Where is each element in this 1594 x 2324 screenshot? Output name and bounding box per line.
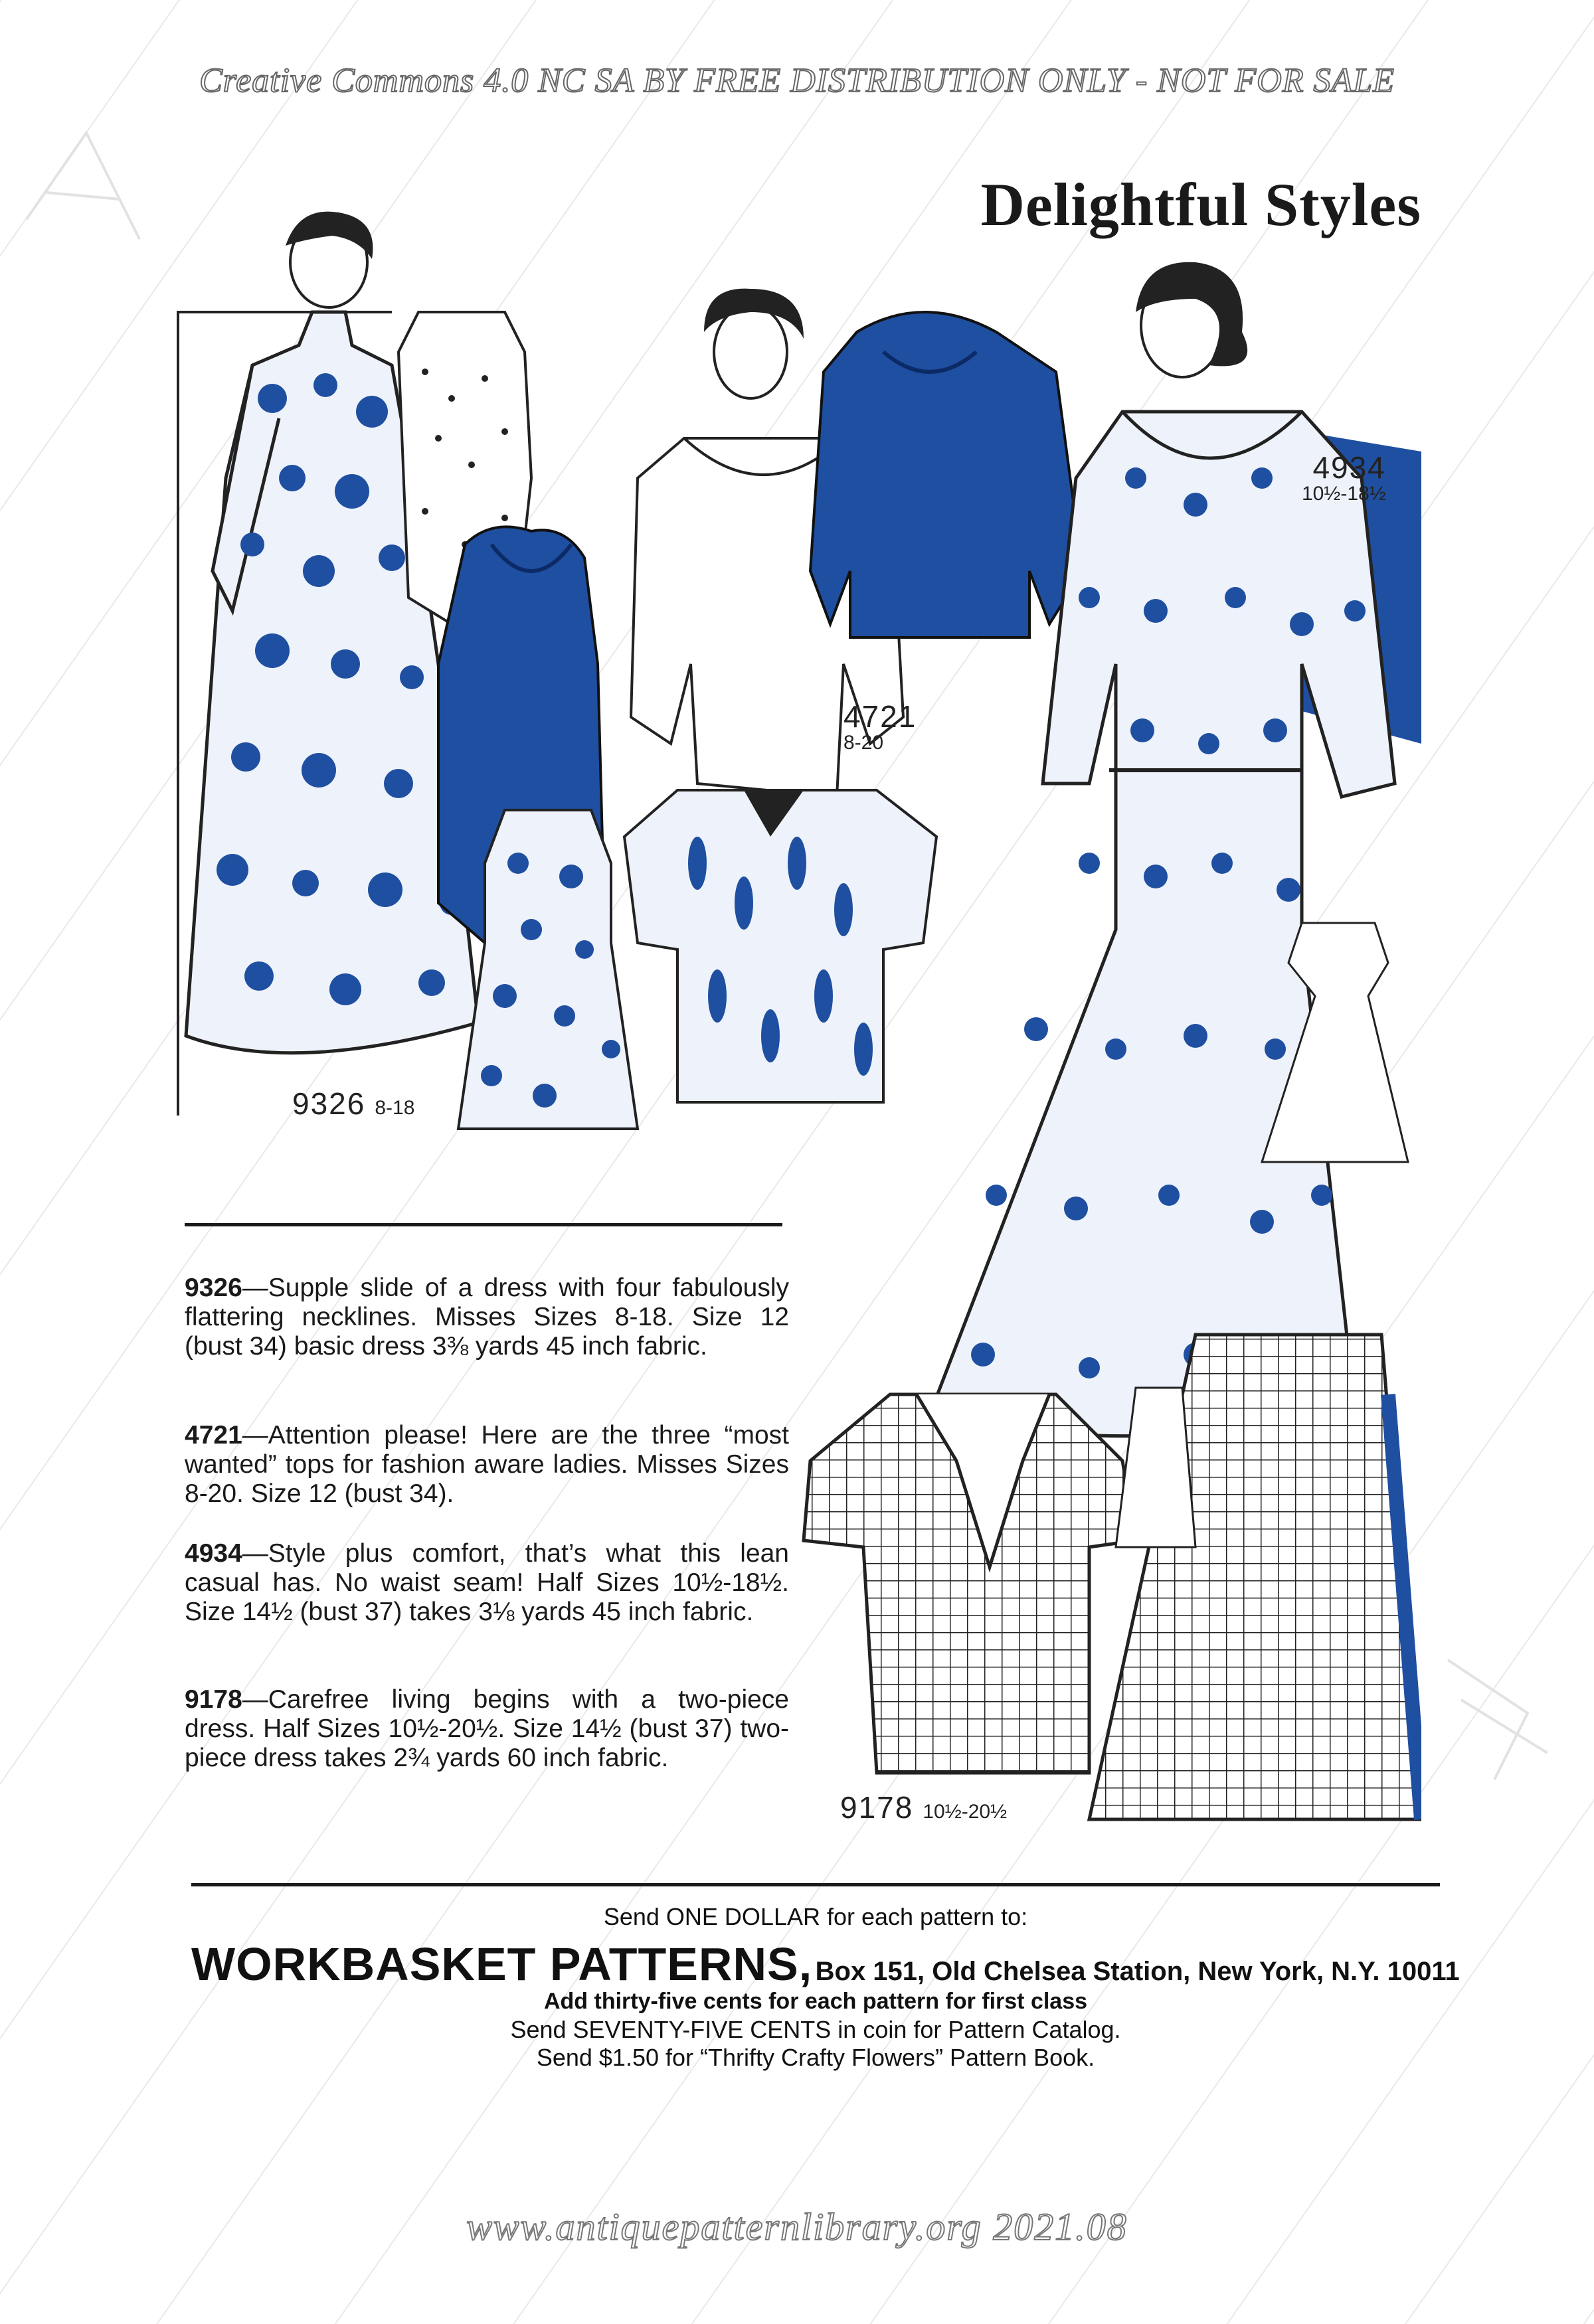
description-9178	[185, 1685, 789, 1773]
description-number: 4721	[185, 1421, 242, 1450]
label-4934-number: 4934	[1312, 450, 1386, 485]
description-9326	[185, 1274, 789, 1361]
order-company-line	[191, 1938, 1460, 1991]
label-4721-sizes: 8-20	[843, 732, 884, 754]
description-4721	[185, 1421, 789, 1509]
description-text: —Style plus comfort, that’s what this lean casual has. No waist seam! Half Sizes 10½-18½. Size 14½ (bust 37) takes 3⅛ yards 45 inch fabric.	[185, 1539, 789, 1626]
top-4721-blue	[810, 312, 1083, 637]
footer-url: www.antiquepatternlibrary.org 2021.08	[466, 2205, 1128, 2248]
company-name: WORKBASKET PATTERNS,	[191, 1938, 813, 1990]
label-9178	[840, 1789, 1007, 1825]
label-9326-sizes: 8-18	[375, 1097, 415, 1119]
label-4721	[843, 701, 917, 754]
license-header: Creative Commons 4.0 NC SA BY FREE DISTRIBUTION ONLY - NOT FOR SALE	[199, 62, 1395, 100]
order-catalog: Send SEVENTY-FIVE CENTS in coin for Pattern Catalog.	[510, 2016, 1121, 2043]
label-4934-sizes: 10½-18½	[1302, 483, 1386, 505]
order-send-line: Send ONE DOLLAR for each pattern to:	[603, 1903, 1028, 1930]
label-9178-number: 9178	[840, 1790, 914, 1825]
label-4721-number: 4721	[843, 699, 917, 734]
description-number: 9178	[185, 1685, 242, 1714]
order-book: Send $1.50 for “Thrifty Crafty Flowers” Pattern Book.	[536, 2044, 1095, 2071]
description-text: —Attention please! Here are the three “most wanted” tops for fashion aware ladies. Misses Sizes 8-20. Size 12 (bust 34).	[185, 1421, 789, 1508]
label-4934	[1302, 452, 1386, 505]
order-first-class: Add thirty-five cents for each pattern for first class	[543, 1989, 1088, 2014]
description-4934	[185, 1539, 789, 1627]
description-text: —Supple slide of a dress with four fabulously flattering necklines. Misses Sizes 8-18. Size 12 (bust 34) basic dress 3⅜ yards 45 inch fabric.	[185, 1274, 789, 1361]
top-4721-patterned	[624, 790, 936, 1102]
divider-top	[185, 1223, 782, 1226]
label-9178-sizes: 10½-20½	[923, 1801, 1008, 1823]
label-9326	[292, 1086, 414, 1121]
description-text: —Carefree living begins with a two-piece dress. Half Sizes 10½-20½. Size 14½ (bust 37) two-piece dress takes 2¾ yards 60 inch fabric.	[185, 1685, 789, 1772]
company-address: Box 151, Old Chelsea Station, New York, N.Y. 10011	[815, 1957, 1460, 1986]
page-title: Delightful Styles	[980, 171, 1421, 238]
label-9326-number: 9326	[292, 1086, 366, 1121]
description-number: 9326	[185, 1274, 242, 1302]
divider-bottom	[191, 1883, 1440, 1886]
description-number: 4934	[185, 1539, 242, 1568]
